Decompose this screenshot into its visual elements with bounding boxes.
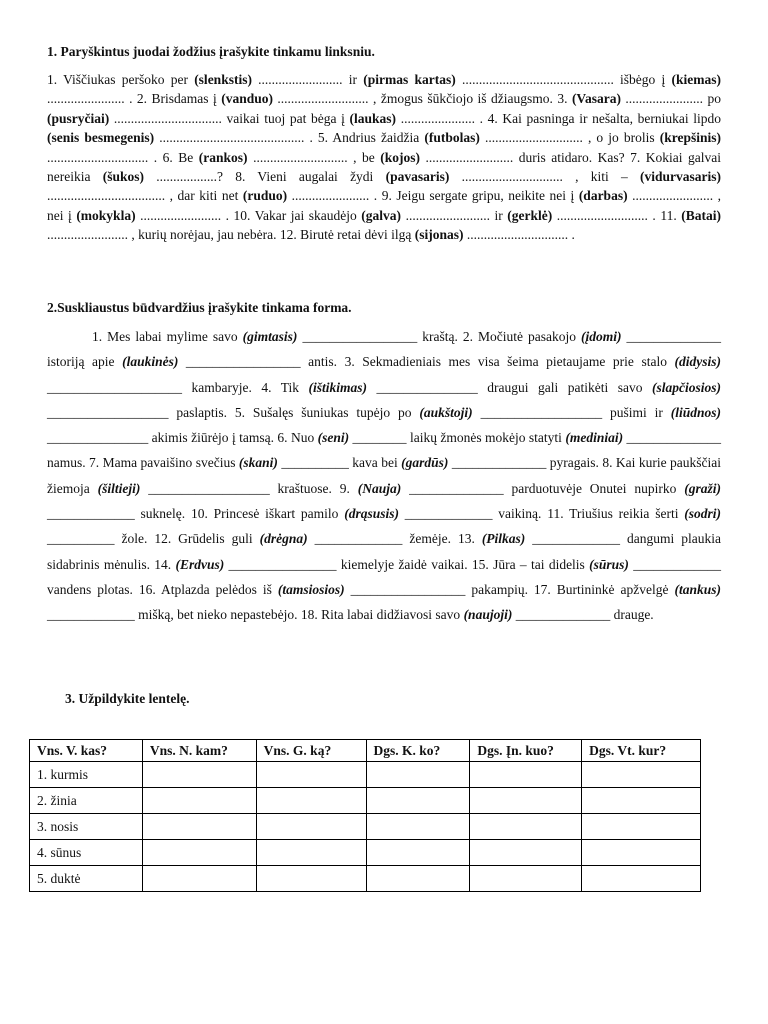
- sentence-text: _________________ pakampių. 17. Burtininkė apžvelgė: [344, 581, 675, 597]
- noun-cell: 5. duktė: [30, 866, 143, 892]
- prompt-word: (gimtasis): [242, 329, 298, 344]
- prompt-word: (Erdvus): [175, 556, 225, 572]
- table-row: [30, 788, 701, 814]
- prompt-word: (kojos): [380, 149, 420, 165]
- answer-cell[interactable]: [366, 788, 470, 814]
- answer-cell[interactable]: [582, 788, 701, 814]
- prompt-word: (slenkstis): [194, 72, 252, 87]
- sentence-text: ........................ , nei į: [47, 188, 721, 223]
- prompt-word: (sodri): [684, 506, 721, 522]
- sentence-text: 1. Viščiukas peršoko per: [47, 72, 195, 87]
- prompt-word: (drąsusis): [344, 506, 399, 522]
- prompt-word: (Nauja): [357, 480, 402, 496]
- sentence-text: .......................... duris atidaro. Kas? 7. Kokiai galvai nereikia: [47, 149, 722, 185]
- prompt-word: (Batai): [681, 207, 721, 223]
- answer-cell[interactable]: [470, 840, 582, 866]
- sentence-text: ................................... , dar kiti net: [47, 188, 243, 204]
- table-row: [30, 814, 701, 840]
- sentence-text: ________________ kiemelyje žaidė vaikai. 15. Jūra – tai didelis: [224, 556, 590, 572]
- prompt-word: (drėgna): [259, 531, 308, 547]
- prompt-word: (laukinės): [122, 354, 179, 370]
- prompt-word: (krepšinis): [659, 130, 721, 146]
- prompt-word: (ištikimas): [308, 379, 368, 395]
- sentence-text: ............................. , o jo brolis: [479, 130, 660, 146]
- noun-cell: 2. žinia: [30, 788, 143, 814]
- column-header: Dgs. Vt. kur?: [582, 740, 701, 762]
- prompt-word: (graži): [684, 480, 721, 496]
- answer-cell[interactable]: [582, 866, 701, 892]
- prompt-word: (naujoji): [463, 607, 513, 623]
- sentence-text: .............................. . 6. Be: [47, 149, 199, 165]
- sentence-text: ______________ drauge.: [512, 607, 654, 623]
- prompt-word: (pirmas kartas): [363, 72, 456, 87]
- table-row: [30, 866, 701, 892]
- answer-cell[interactable]: [366, 814, 470, 840]
- sentence-text: _____________ žemėje. 13.: [307, 531, 482, 547]
- sentence-text: ....................... po: [620, 91, 721, 107]
- sentence-text: __________________ pušimi ir: [472, 404, 671, 420]
- prompt-word: (šukos): [102, 169, 144, 185]
- prompt-word: (įdomi): [580, 329, 622, 344]
- sentence-text: ........................ . 10. Vakar jai skaudėjo: [135, 207, 362, 223]
- prompt-word: (senis besmegenis): [47, 130, 155, 146]
- table-header-row: [30, 740, 701, 762]
- prompt-word: (pavasaris): [385, 169, 450, 185]
- sentence-text: ............................................. išbėgo į: [455, 72, 672, 87]
- sentence-text: __________________ kraštuose. 9.: [140, 480, 358, 496]
- noun-cell: 4. sūnus: [30, 840, 143, 866]
- sentence-text: ....................... . 9. Jeigu sergate gripu, neikite nei į: [287, 188, 579, 204]
- sentence-text: ________ laikų žmonės mokėjo statyti: [349, 430, 566, 446]
- column-header: Vns. V. kas?: [30, 740, 143, 762]
- prompt-word: (Vasara): [571, 91, 621, 107]
- answer-cell[interactable]: [142, 762, 256, 788]
- prompt-word: (sijonas): [414, 227, 464, 243]
- prompt-word: (gardūs): [401, 455, 449, 471]
- table-row: [30, 762, 701, 788]
- sentence-text: _____________ suknelę. 10. Princesė iškart pamilo: [47, 506, 345, 522]
- answer-cell[interactable]: [256, 814, 366, 840]
- prompt-word: (rankos): [198, 149, 248, 165]
- sentence-text: ____________________ kambaryje. 4. Tik: [47, 379, 309, 395]
- sentence-text: _________________ kraštą. 2. Močiutė pasakojo: [297, 329, 581, 344]
- column-header: Vns. G. ką?: [256, 740, 366, 762]
- sentence-text: 1. Mes labai mylime savo: [92, 329, 243, 344]
- exercise-3-heading: 3. Užpildykite lentelę.: [65, 691, 190, 706]
- answer-cell[interactable]: [142, 788, 256, 814]
- sentence-text: __________________ paslaptis. 5. Sušalęs šuniukas tupėjo po: [47, 404, 420, 420]
- exercise-1-heading: 1. Paryškintus juodai žodžius įrašykite tinkamu linksniu.: [47, 44, 375, 59]
- answer-cell[interactable]: [582, 762, 701, 788]
- answer-cell[interactable]: [142, 814, 256, 840]
- answer-cell[interactable]: [470, 788, 582, 814]
- answer-cell[interactable]: [366, 866, 470, 892]
- sentence-text: _____________ vandens plotas. 16. Atplazda pelėdos iš: [47, 556, 721, 597]
- sentence-text: ______________ pyragais. 8. Kai kurie paukščiai žiemoja: [47, 455, 721, 496]
- prompt-word: (aukštoji): [419, 404, 473, 420]
- answer-cell[interactable]: [256, 866, 366, 892]
- sentence-text: ______________ namus. 7. Mama pavaišino svečius: [47, 430, 722, 471]
- prompt-word: (gerklė): [507, 207, 553, 223]
- sentence-text: ........................... , žmogus šūkčiojo iš džiaugsmo. 3.: [272, 91, 572, 107]
- prompt-word: (tankus): [674, 581, 721, 597]
- exercise-2-heading: 2.Suskliaustus būdvardžius įrašykite tinkama forma.: [47, 300, 352, 315]
- sentence-text: _____________ vaikiną. 11. Triušius reikia šerti: [398, 506, 685, 522]
- prompt-word: (pusryčiai): [47, 110, 110, 126]
- sentence-text: ........................ , kurių norėjau, jau nebėra. 12. Birutė retai dėvi ilgą: [47, 227, 415, 243]
- prompt-word: (vanduo): [221, 91, 273, 107]
- noun-cell: 1. kurmis: [30, 762, 143, 788]
- sentence-text: ______________ parduotuvėje Onutei nupirko: [401, 480, 685, 496]
- answer-cell[interactable]: [256, 840, 366, 866]
- prompt-word: (slapčiosios): [652, 379, 721, 395]
- sentence-text: ..................? 8. Vieni augalai žydi: [144, 169, 386, 185]
- prompt-word: (kiemas): [671, 72, 721, 87]
- prompt-word: (seni): [317, 430, 350, 446]
- sentence-text: _____________ dangumi plaukia sidabrinis mėnulis. 14.: [47, 531, 721, 572]
- prompt-word: (tamsiosios): [277, 581, 345, 597]
- sentence-text: _______________ draugui gali patikėti savo: [367, 379, 652, 395]
- exercise-2-text: [47, 324, 721, 628]
- sentence-text: ...................... . 4. Kai pasninga ir nešalta, berniukai lipdo: [396, 110, 721, 126]
- sentence-text: _______________ akimis žiūrėjo į tamsą. 6. Nuo: [47, 430, 318, 446]
- sentence-text: ......................... ir: [251, 72, 364, 87]
- answer-cell[interactable]: [366, 762, 470, 788]
- answer-cell[interactable]: [582, 814, 701, 840]
- sentence-text: ........................... . 11.: [552, 207, 682, 223]
- answer-cell[interactable]: [366, 840, 470, 866]
- prompt-word: (laukas): [349, 110, 397, 126]
- column-header: Dgs. Įn. kuo?: [470, 740, 582, 762]
- sentence-text: ....................... . 2. Brisdamas į: [47, 91, 222, 107]
- answer-cell[interactable]: [256, 788, 366, 814]
- prompt-word: (mokykla): [76, 207, 136, 223]
- prompt-word: (Pilkas): [481, 531, 526, 547]
- prompt-word: (skani): [238, 455, 278, 471]
- sentence-text: __________ žole. 12. Grūdelis guli: [47, 531, 260, 547]
- sentence-text: ______________ istoriją apie: [47, 329, 721, 370]
- sentence-text: ......................... ir: [401, 207, 508, 223]
- cases-table: [29, 739, 701, 892]
- prompt-word: (sūrus): [589, 556, 629, 572]
- sentence-text: .............................. .: [463, 227, 575, 243]
- prompt-word: (futbolas): [424, 130, 480, 146]
- sentence-text: ........................................... . 5. Andrius žaidžia: [154, 130, 425, 146]
- sentence-text: ................................ vaikai tuoj pat bėga į: [109, 110, 350, 126]
- answer-cell[interactable]: [582, 840, 701, 866]
- sentence-text: .............................. , kiti –: [449, 169, 640, 185]
- prompt-word: (didysis): [674, 354, 722, 370]
- sentence-text: _________________ antis. 3. Sekmadieniais mes visa šeima pietaujame prie stalo: [178, 354, 675, 370]
- column-header: Vns. N. kam?: [142, 740, 256, 762]
- exercise-1-text: [47, 70, 721, 245]
- answer-cell[interactable]: [470, 762, 582, 788]
- answer-cell[interactable]: [142, 866, 256, 892]
- prompt-word: (mediniai): [565, 430, 624, 446]
- answer-cell[interactable]: [470, 866, 582, 892]
- column-header: Dgs. K. ko?: [366, 740, 470, 762]
- sentence-text: ............................ , be: [247, 149, 381, 165]
- prompt-word: (vidurvasaris): [640, 169, 721, 185]
- sentence-text: _____________ mišką, bet nieko nepastebėjo. 18. Rita labai didžiavosi savo: [47, 607, 464, 623]
- prompt-word: (darbas): [578, 188, 628, 204]
- table-row: [30, 840, 701, 866]
- answer-cell[interactable]: [256, 762, 366, 788]
- answer-cell[interactable]: [142, 840, 256, 866]
- answer-cell[interactable]: [470, 814, 582, 840]
- prompt-word: (ruduo): [242, 188, 288, 204]
- prompt-word: (šiltieji): [97, 480, 141, 496]
- sentence-text: __________ kava bei: [277, 455, 402, 471]
- prompt-word: (galva): [361, 207, 402, 223]
- noun-cell: 3. nosis: [30, 814, 143, 840]
- prompt-word: (liūdnos): [670, 404, 721, 420]
